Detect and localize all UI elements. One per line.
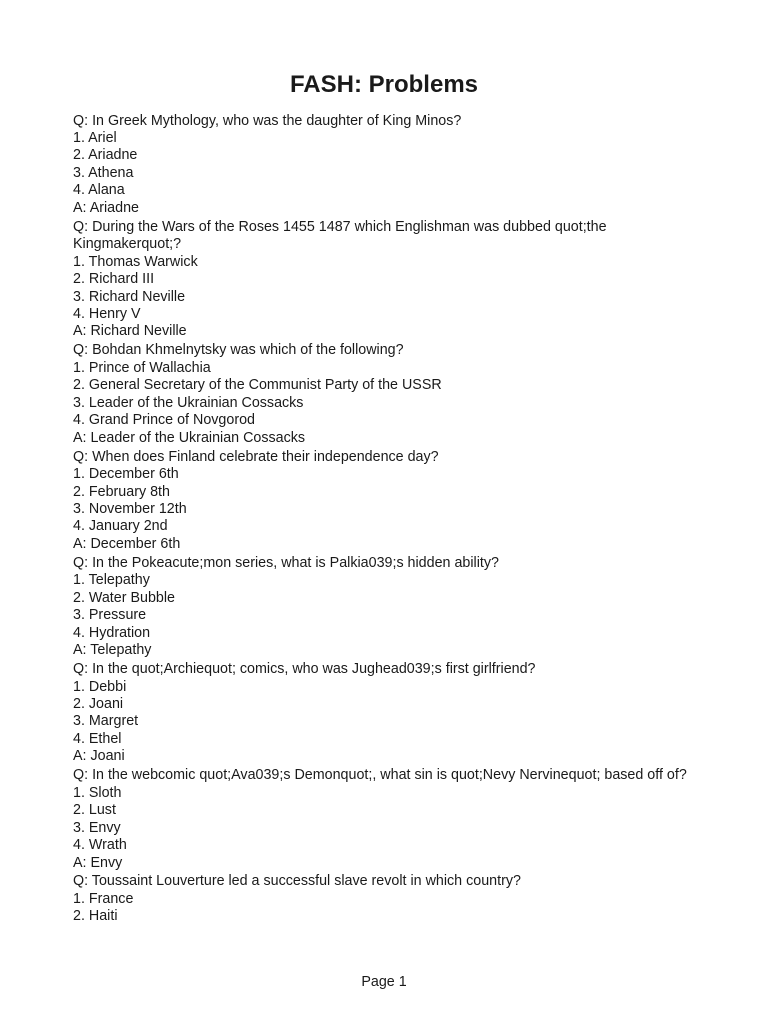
answer-option: 1. Thomas Warwick: [73, 253, 198, 270]
answer-option: 4. Wrath: [73, 837, 127, 854]
answer-option: 2. Lust: [73, 802, 116, 819]
answer-option: 1. France: [73, 890, 134, 907]
question-block: [73, 449, 713, 554]
question-block: [73, 113, 713, 218]
answer-option: 2. Richard III: [73, 271, 155, 288]
answer-option: 1. Prince of Wallachia: [73, 359, 211, 376]
answer-option: 3. Margret: [73, 713, 139, 730]
answer-option: 3. Leader of the Ukrainian Cossacks: [73, 394, 304, 411]
correct-answer: A: Ariadne: [73, 199, 139, 216]
correct-answer: A: December 6th: [73, 535, 181, 552]
answer-option: 2. General Secretary of the Communist Party of the USSR: [73, 377, 442, 394]
answer-option: 1. Debbi: [73, 678, 127, 695]
answer-option: 3. Richard Neville: [73, 288, 186, 305]
question-text: Q: When does Finland celebrate their independence day?: [73, 448, 439, 465]
answer-option: 2. February 8th: [73, 483, 170, 500]
correct-answer: A: Leader of the Ukrainian Cossacks: [73, 429, 306, 446]
question-text: Q: In the webcomic quot;Ava039;s Demonquot;, what sin is quot;Nevy Nervinequot; based off of?: [73, 767, 687, 784]
question-text: Q: Toussaint Louverture led a successful slave revolt in which country?: [73, 873, 521, 890]
question-list: [73, 111, 713, 926]
answer-option: 4. Ethel: [73, 730, 122, 747]
page-number: Page 1: [361, 974, 407, 990]
question-block: [73, 767, 713, 872]
page-title: FASH: Problems: [289, 71, 479, 98]
answer-option: 4. January 2nd: [73, 518, 168, 535]
answer-option: 2. Joani: [73, 695, 124, 712]
answer-option: 2. Ariadne: [73, 147, 138, 164]
answer-option: 3. Athena: [73, 164, 134, 181]
question-text: Q: During the Wars of the Roses 1455 1487 which Englishman was dubbed quot;the Kingmakerquot;?: [73, 218, 607, 253]
correct-answer: A: Joani: [73, 748, 125, 765]
question-block: [73, 219, 713, 341]
answer-option: 1. December 6th: [73, 466, 179, 483]
answer-option: 1. Ariel: [73, 129, 117, 146]
correct-answer: A: Envy: [73, 854, 123, 871]
answer-option: 1. Sloth: [73, 784, 122, 801]
question-text: Q: In Greek Mythology, who was the daughter of King Minos?: [73, 112, 462, 129]
answer-option: 4. Grand Prince of Novgorod: [73, 412, 255, 429]
answer-option: 3. Pressure: [73, 607, 147, 624]
question-text: Q: Bohdan Khmelnytsky was which of the following?: [73, 342, 404, 359]
question-block: [73, 555, 713, 660]
question-text: Q: In the Pokeacute;mon series, what is Palkia039;s hidden ability?: [73, 554, 499, 571]
answer-option: 3. November 12th: [73, 500, 187, 517]
question-block: [73, 661, 713, 766]
answer-option: 1. Telepathy: [73, 572, 150, 589]
question-block: [73, 342, 713, 447]
answer-option: 4. Hydration: [73, 624, 151, 641]
answer-option: 3. Envy: [73, 819, 121, 836]
question-block: [73, 873, 713, 925]
answer-option: 4. Alana: [73, 182, 125, 199]
answer-option: 2. Haiti: [73, 908, 118, 925]
answer-option: 4. Henry V: [73, 305, 141, 322]
correct-answer: A: Richard Neville: [73, 323, 187, 340]
correct-answer: A: Telepathy: [73, 642, 152, 659]
question-text: Q: In the quot;Archiequot; comics, who was Jughead039;s first girlfriend?: [73, 661, 536, 678]
answer-option: 2. Water Bubble: [73, 589, 175, 606]
